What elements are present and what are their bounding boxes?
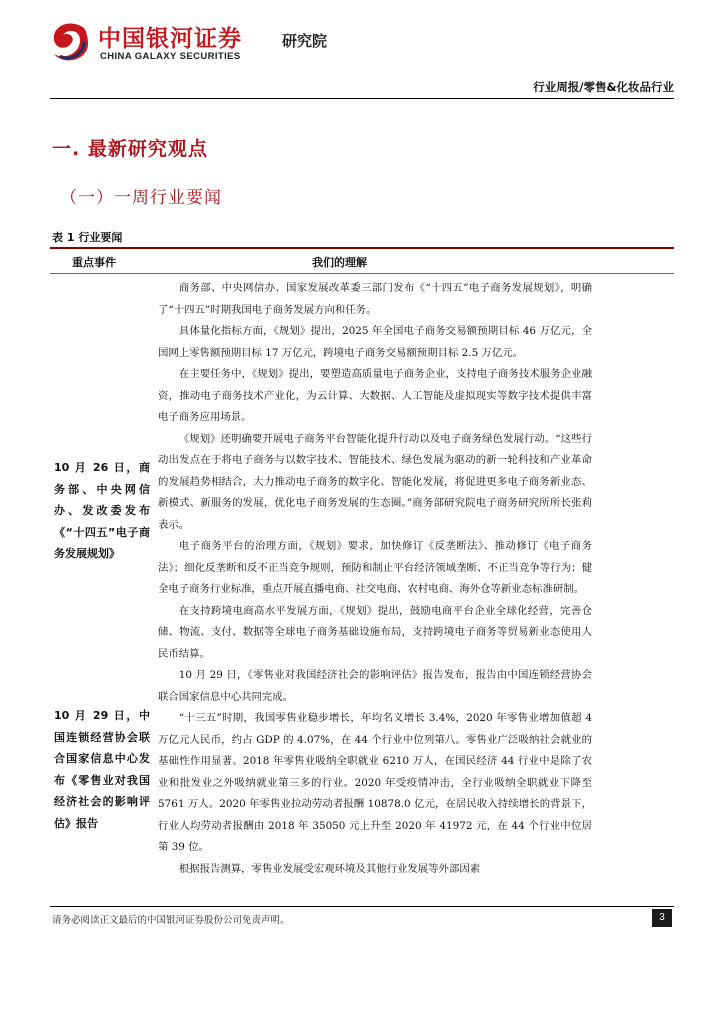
industry-news-table xyxy=(50,247,674,880)
understanding-cell xyxy=(158,274,592,665)
paragraph: 根据报告测算，零售业发展受宏观环境及其他行业发展等外部因素 xyxy=(178,862,481,875)
column-header-event: 重点事件 xyxy=(72,256,116,269)
page-number: 3 xyxy=(652,909,672,927)
paragraph: 商务部、中央网信办、国家发展改革委三部门发布《“十四五”电子商务发展规划》，明确了“十四五”时期我国电子商务发展方向和任务。 xyxy=(158,282,592,316)
disclaimer-notice: 请务必阅读正文最后的中国银河证券股份公司免责声明。 xyxy=(52,915,290,926)
paragraph: 在支持跨境电商高水平发展方面，《规划》提出，鼓励电商平台企业全球化经营，完善仓储、物流、支付、数据等全球电子商务基础设施布局，支持跨境电子商务等贸易新业态使用人民币结算。 xyxy=(158,604,592,660)
paragraph: 10 月 29 日，《零售业对我国经济社会的影响评估》报告发布，报告由中国连锁经营协会联合国家信息中心共同完成。 xyxy=(158,669,592,703)
section-subtitle: （一）一周行业要闻 xyxy=(60,188,222,208)
table-caption: 表 1 行业要闻 xyxy=(52,231,123,244)
paragraph: 《规划》还明确要开展电子商务平台智能化提升行动以及电子商务绿色发展行动。“这些行动出发点在于将电子商务与以数字技术、智能技术、绿色发展为驱动的新一轮科技和产业革命的发展趋势相结合，大力推动电子商务的数字化、智能化发展，将促进更多电子商务新业态、新模式、新服务的发展，优化电子商务发展的生态圈。”商务部研究院电子商务研究所所长张莉表示。 xyxy=(158,432,592,531)
table-row xyxy=(50,274,674,665)
event-cell: 10 月 29 日，中国连锁经营协会联合国家信息中心发布《零售业对我国经济社会的影响评估》报告 xyxy=(54,709,150,830)
column-header-understanding: 我们的理解 xyxy=(312,256,367,269)
paragraph: “十三五”时期，我国零售业稳步增长，年均名义增长 3.4%，2020 年零售业增加值超 4 万亿元人民币，约占 GDP 的 4.07%，在 44 个行业中位列第八。零售业广泛吸纳社会就业的基础性作用显著。2018 年零售业吸纳全职就业 6210 万人，在国民经济 44 行业中是除了农业和批发业之外吸纳就业第三多的行业。2020 年受疫情冲击，全行业吸纳全职就业下降至 5761 万人。2020 年零售业拉动劳动者报酬 10878.0 亿元，在居民收入持续增长的背景下，行业人均劳动者报酬由 2018 年 35050 元上升至 2020 年 41972 元，在 44 个行业中位居第 39 位。 xyxy=(158,712,592,853)
paragraph: 电子商务平台的治理方面，《规划》要求，加快修订《反垄断法》、推动修订《电子商务法》；细化反垄断和反不正当竞争规则，预防和制止平台经济领域垄断、不正当竞争等行为；健全电子商务行业标准，重点开展直播电商、社交电商、农村电商、海外仓等新业态标准研制。 xyxy=(158,540,592,595)
galaxy-logo-icon xyxy=(50,20,90,64)
header-divider xyxy=(50,98,674,99)
logo-chinese-name: 中国银河证券 xyxy=(98,26,242,52)
paragraph: 具体量化指标方面，《规划》提出，2025 年全国电子商务交易额预期目标 46 万亿元，全国网上零售额预期目标 17 万亿元，跨境电子商务交易额预期目标 2.5 万亿元。 xyxy=(158,325,592,359)
table-row xyxy=(50,665,674,880)
logo-english-name: CHINA GALAXY SECURITIES xyxy=(100,51,241,62)
paragraph: 在主要任务中，《规划》提出，要塑造高质量电子商务企业，支持电子商务技术服务企业融资，推动电子商务技术产业化，为云计算、大数据、人工智能及虚拟现实等数字技术提供丰富电子商务应用场景。 xyxy=(158,368,592,423)
company-logo xyxy=(50,18,328,68)
research-institute-label: 研究院 xyxy=(282,32,328,50)
footer-divider xyxy=(50,906,674,907)
section-title: 一. 最新研究观点 xyxy=(52,138,208,160)
table-header xyxy=(50,247,674,274)
understanding-cell xyxy=(158,665,592,880)
report-type: 行业周报/零售&化妆品行业 xyxy=(533,80,674,94)
event-cell: 10 月 26 日，商务部、中央网信办、发改委发布《“十四五”电子商务发展规划》 xyxy=(54,461,150,560)
